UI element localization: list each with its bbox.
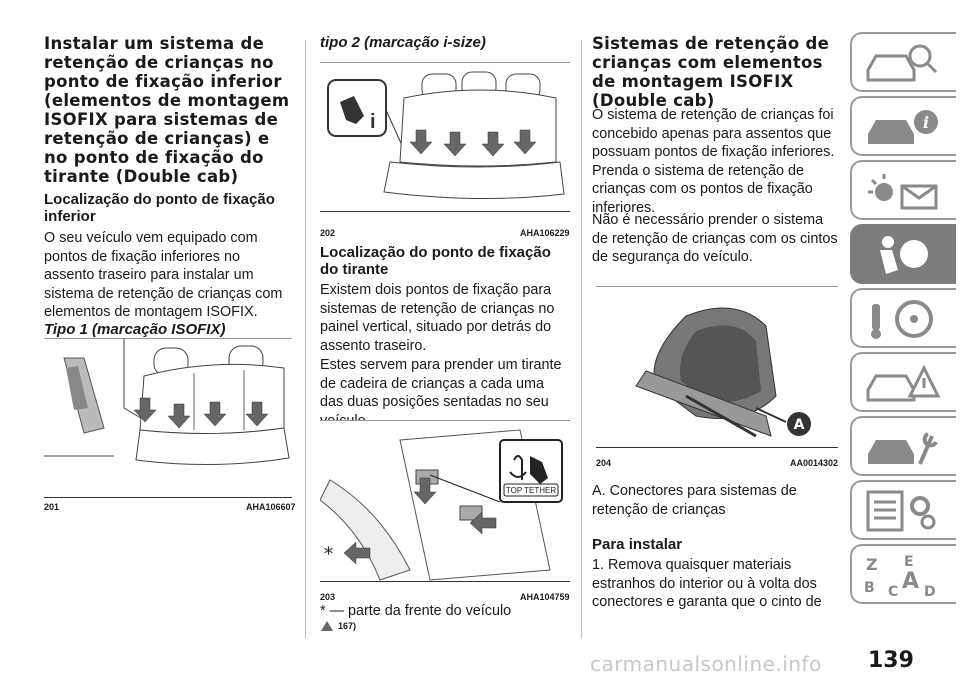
section-title-isofix: Instalar um sistema de retenção de crianças no ponto de fixação inferior (elementos de montagem ISOFIX para sistemas de retenção de crianças) e no ponto de fixação do tirante (Double cab) [44,34,290,186]
tab-warning-lights[interactable] [850,160,956,220]
steering-key-icon [862,296,942,342]
subheading-install: Para instalar [592,536,683,553]
page-number: 139 [868,648,914,673]
column-divider [305,40,306,638]
type1-label: Tipo 1 (marcação ISOFIX) [44,321,226,338]
subheading-tether-anchor: Localização do ponto de fixação do tirante [320,244,551,278]
paragraph-isofix-2: Não é necessário prender o sistema de retenção de crianças com os cintos de segurança do veículo. [592,212,838,265]
car-service-icon [862,424,942,470]
warning-lights-icon [862,168,942,214]
tab-emergency[interactable] [850,352,956,412]
figure-203 [320,420,570,582]
figure-201 [44,338,292,498]
reference-number: 167) [338,621,357,631]
tab-index[interactable] [850,544,956,604]
paragraph-tether-1: Existem dois pontos de fixação para sistemas de retenção de crianças no painel vertical, situado por detrás do assento traseiro. [320,282,555,354]
svg-text:B: B [864,580,875,596]
tab-safety[interactable] [850,224,956,284]
svg-text:E: E [904,554,914,570]
figure-203-number: 203 [320,592,336,602]
figure-204 [596,286,838,448]
index-letters-icon [862,552,942,598]
tab-car-search[interactable] [850,32,956,92]
warning-triangle-icon [320,620,334,632]
list-settings-icon [862,488,942,534]
car-warning-icon [862,360,942,406]
svg-text:i: i [922,113,930,132]
tab-technical-data[interactable] [850,480,956,540]
top-tether-text: TOP TETHER [505,486,557,495]
front-asterisk: * [324,544,333,565]
figure-203-code: AHA104759 [520,592,570,602]
car-info-icon [862,104,942,150]
tab-start-drive[interactable] [850,288,956,348]
svg-text:Z: Z [866,555,878,574]
rear-seat-isize-illustration [320,62,570,212]
subheading-lower-anchor: Localização do ponto de fixação inferior [44,191,275,225]
isofix-child-seat-illustration [596,286,838,448]
figure-202-number: 202 [320,228,336,238]
type2-label: tipo 2 (marcação i-size) [320,34,486,51]
svg-text:i: i [370,111,376,133]
tab-car-info[interactable] [850,96,956,156]
figure-201-code: AHA106607 [246,502,296,512]
svg-text:C: C [888,584,899,598]
figure-204-code: AA0014302 [790,458,839,468]
figure-202 [320,62,570,212]
figure-201-number: 201 [44,502,60,512]
rear-seat-isofix-illustration [44,338,292,498]
car-search-icon [862,40,942,86]
paragraph-lower-anchor: O seu veículo vem equipado com pontos de fixação inferiores no assento traseiro para instalar um sistema de retenção de crianças com elementos de montagem ISOFIX. [44,230,283,320]
figure-204-caption: A. Conectores para sistemas de retenção de crianças [592,483,797,518]
section-title-double-cab: Sistemas de retenção de crianças com elementos de montagem ISOFIX (Double cab) [592,34,830,110]
footnote-front: * — parte da frente do veículo [320,603,512,619]
paragraph-isofix-1: O sistema de retenção de crianças foi concebido apenas para assentos que possuam pontos de fixação inferiores. Prenda o sistema de retenção de crianças com os pontos de fixação inferiores. [592,107,835,216]
svg-text:D: D [924,584,936,598]
paragraph-install-1: 1. Remova quaisquer materiais estranhos do interior ou à volta dos conectores e garanta que o cinto de [592,557,822,610]
column-divider-2 [581,40,582,638]
top-tether-illustration [320,420,570,582]
reference-note [320,620,356,632]
paragraph-tether-2: Estes servem para prender um tirante de cadeira de crianças a cada uma das duas posições sentadas no seu [320,357,562,410]
figure-204-number: 204 [596,458,612,468]
figure-202-code: AHA106229 [520,228,570,238]
tab-maintenance[interactable] [850,416,956,476]
watermark: carmanualsonline.info [590,652,822,676]
airbag-person-icon [862,232,942,278]
connector-marker: A [793,417,805,433]
svg-text:A: A [902,569,920,594]
